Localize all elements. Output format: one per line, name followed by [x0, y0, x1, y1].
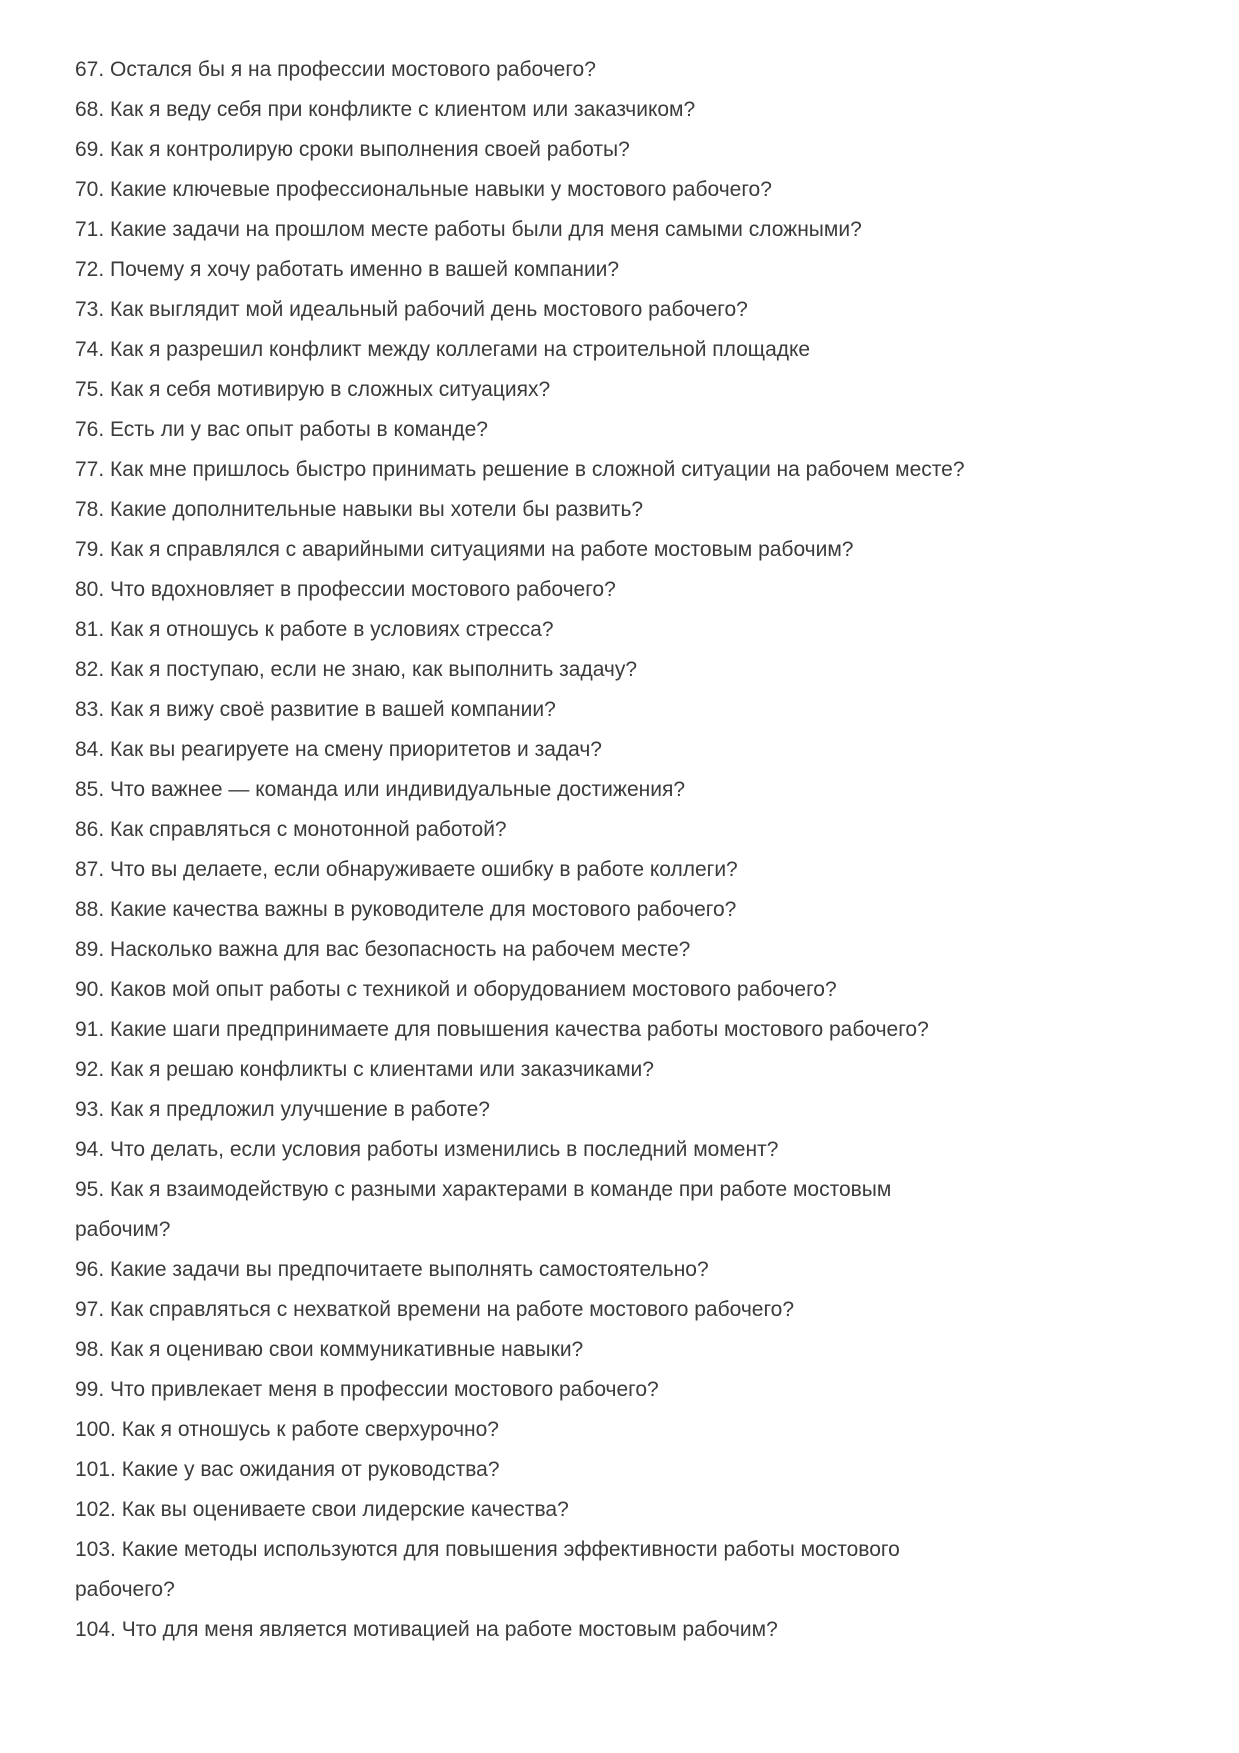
- list-item: 102. Как вы оцениваете свои лидерские качества?: [75, 1498, 569, 1521]
- list-item: 75. Как я себя мотивирую в сложных ситуациях?: [75, 378, 551, 401]
- list-item: 72. Почему я хочу работать именно в вашей компании?: [75, 258, 620, 281]
- list-item: 88. Какие качества важны в руководителе для мостового рабочего?: [75, 898, 737, 921]
- list-item: 103. Какие методы используются для повышения эффективности работы мостового рабочего?: [75, 1538, 900, 1601]
- list-item: 104. Что для меня является мотивацией на работе мостовым рабочим?: [75, 1618, 778, 1641]
- list-item: 77. Как мне пришлось быстро принимать решение в сложной ситуации на рабочем месте?: [75, 458, 965, 481]
- list-item: 90. Каков мой опыт работы с техникой и оборудованием мостового рабочего?: [75, 978, 837, 1001]
- list-item: 100. Как я отношусь к работе сверхурочно?: [75, 1418, 499, 1441]
- list-item: 84. Как вы реагируете на смену приоритетов и задач?: [75, 738, 602, 761]
- list-item: 80. Что вдохновляет в профессии мостового рабочего?: [75, 578, 616, 601]
- list-item: 91. Какие шаги предпринимаете для повышения качества работы мостового рабочего?: [75, 1018, 929, 1041]
- list-item: 95. Как я взаимодействую с разными характерами в команде при работе мостовым рабочим?: [75, 1178, 892, 1241]
- list-item: 92. Как я решаю конфликты с клиентами или заказчиками?: [75, 1058, 654, 1081]
- list-item: 98. Как я оцениваю свои коммуникативные навыки?: [75, 1338, 584, 1361]
- list-item: 71. Какие задачи на прошлом месте работы были для меня самыми сложными?: [75, 218, 862, 241]
- list-item: 76. Есть ли у вас опыт работы в команде?: [75, 418, 488, 441]
- list-item: 89. Насколько важна для вас безопасность на рабочем месте?: [75, 938, 691, 961]
- list-item: 101. Какие у вас ожидания от руководства?: [75, 1458, 500, 1481]
- list-item: 68. Как я веду себя при конфликте с клиентом или заказчиком?: [75, 98, 696, 121]
- list-item: 74. Как я разрешил конфликт между коллегами на строительной площадке: [75, 338, 811, 361]
- question-list: [75, 50, 965, 1650]
- list-item: 97. Как справляться с нехваткой времени на работе мостового рабочего?: [75, 1298, 795, 1321]
- list-item: 81. Как я отношусь к работе в условиях стресса?: [75, 618, 554, 641]
- list-item: 94. Что делать, если условия работы изменились в последний момент?: [75, 1138, 779, 1161]
- list-item: 96. Какие задачи вы предпочитаете выполнять самостоятельно?: [75, 1258, 709, 1281]
- list-item: 99. Что привлекает меня в профессии мостового рабочего?: [75, 1378, 659, 1401]
- list-item: 73. Как выглядит мой идеальный рабочий день мостового рабочего?: [75, 298, 748, 321]
- list-item: 67. Остался бы я на профессии мостового рабочего?: [75, 58, 596, 81]
- list-item: 82. Как я поступаю, если не знаю, как выполнить задачу?: [75, 658, 638, 681]
- list-item: 86. Как справляться с монотонной работой?: [75, 818, 507, 841]
- list-item: 83. Как я вижу своё развитие в вашей компании?: [75, 698, 556, 721]
- list-item: 70. Какие ключевые профессиональные навыки у мостового рабочего?: [75, 178, 772, 201]
- list-item: 93. Как я предложил улучшение в работе?: [75, 1098, 490, 1121]
- list-item: 87. Что вы делаете, если обнаруживаете ошибку в работе коллеги?: [75, 858, 738, 881]
- list-item: 69. Как я контролирую сроки выполнения своей работы?: [75, 138, 630, 161]
- list-item: 85. Что важнее — команда или индивидуальные достижения?: [75, 778, 686, 801]
- list-item: 79. Как я справлялся с аварийными ситуациями на работе мостовым рабочим?: [75, 538, 854, 561]
- list-item: 78. Какие дополнительные навыки вы хотели бы развить?: [75, 498, 644, 521]
